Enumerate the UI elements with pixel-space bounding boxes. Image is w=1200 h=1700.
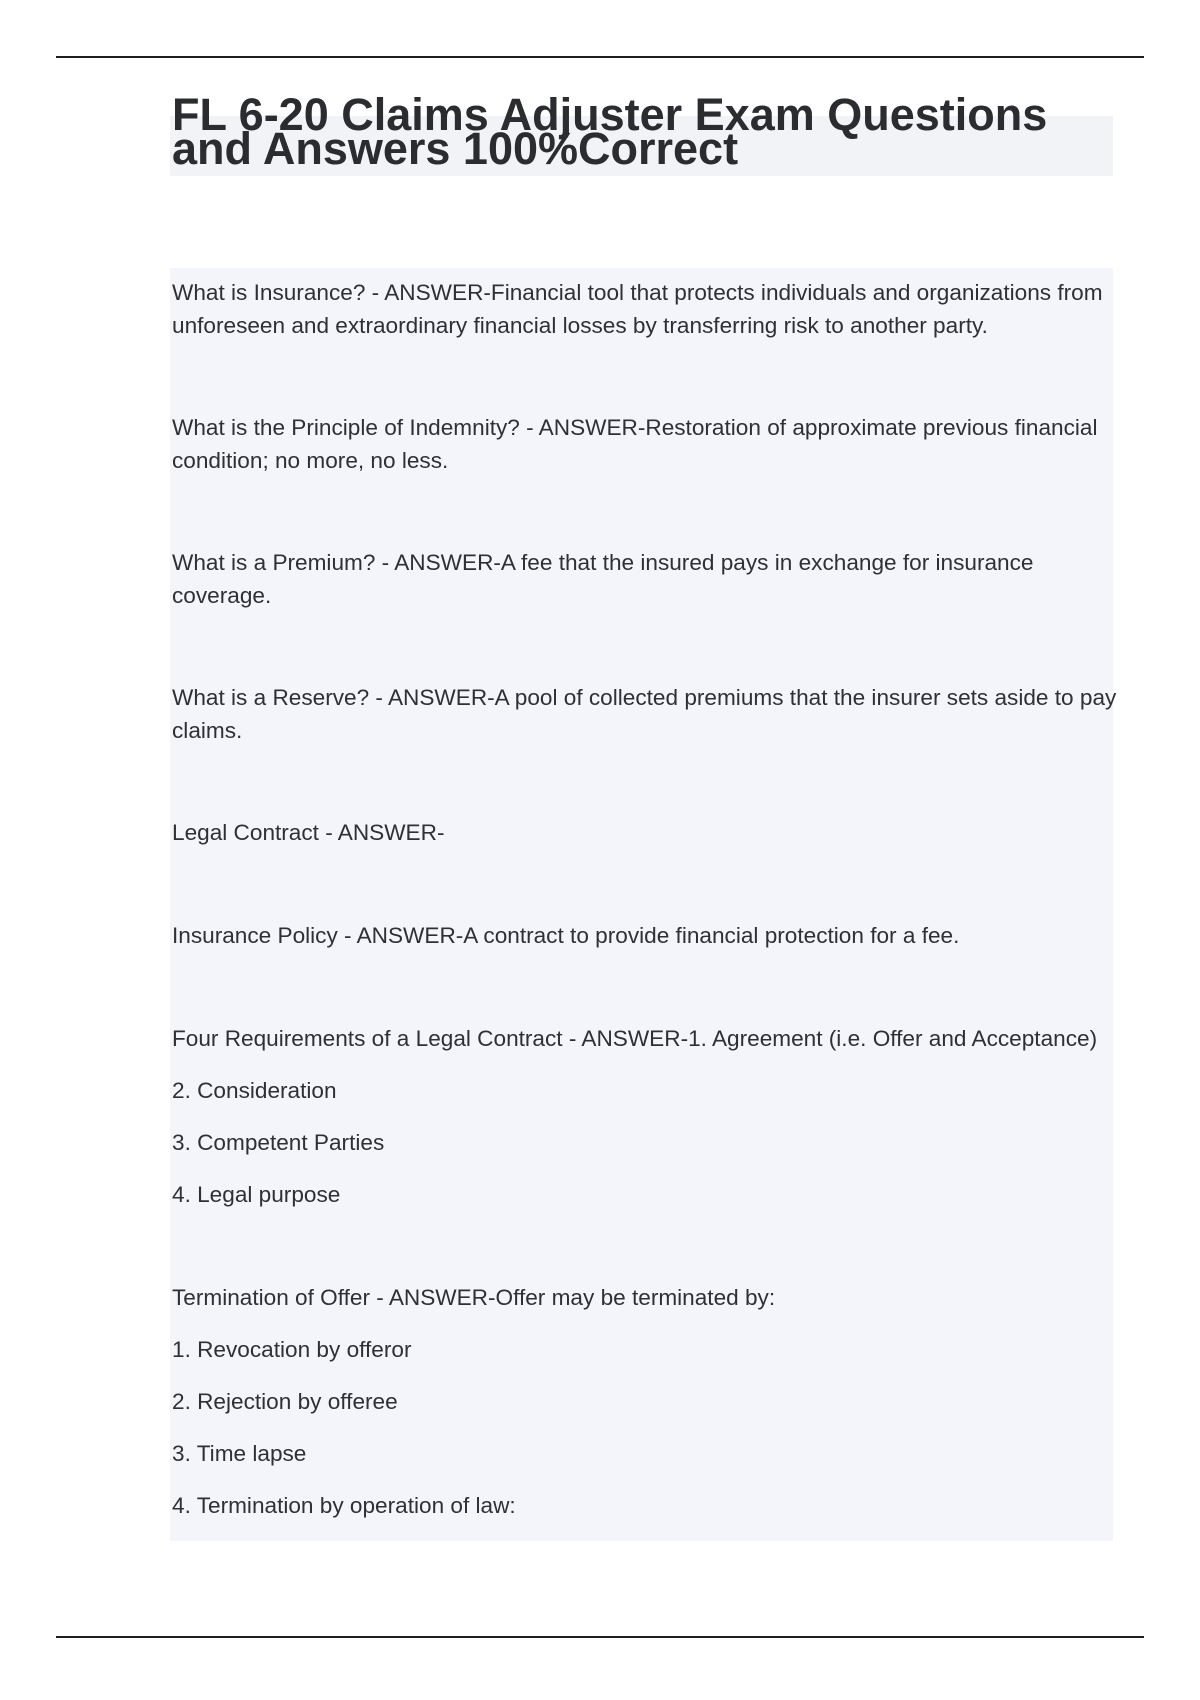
qa-entry-legal-contract: Legal Contract - ANSWER- (172, 820, 445, 845)
list-item: 1. Revocation by offeror (172, 1337, 412, 1362)
top-rule (56, 56, 1144, 58)
list-item: 2. Rejection by offeree (172, 1389, 398, 1414)
qa-entry-insurance: What is Insurance? - ANSWER-Financial tool that protects individuals and organizations from unforeseen and extraordinary financial losses by transferring risk to another party. (172, 280, 1103, 338)
qa-entry-insurance-policy: Insurance Policy - ANSWER-A contract to provide financial protection for a fee. (172, 923, 960, 948)
list-item: 4. Legal purpose (172, 1182, 341, 1207)
list-item: 3. Time lapse (172, 1441, 307, 1466)
bottom-rule (56, 1636, 1144, 1638)
qa-entry-reserve: What is a Reserve? - ANSWER-A pool of collected premiums that the insurer sets aside to pay claims. (172, 685, 1117, 743)
qa-entry-indemnity: What is the Principle of Indemnity? - ANSWER-Restoration of approximate previous financial condition; no more, no less. (172, 415, 1098, 473)
qa-entry-premium: What is a Premium? - ANSWER-A fee that the insured pays in exchange for insurance coverage. (172, 550, 1034, 608)
qa-list (172, 276, 1122, 1522)
qa-entry-termination-of-offer: Termination of Offer - ANSWER-Offer may be terminated by: (172, 1285, 776, 1310)
list-item: 3. Competent Parties (172, 1130, 385, 1155)
list-item: 2. Consideration (172, 1078, 337, 1103)
document-title: FL 6-20 Claims Adjuster Exam Questions and Answers 100%Correct (172, 89, 1048, 174)
qa-entry-contract-requirements: Four Requirements of a Legal Contract - ANSWER-1. Agreement (i.e. Offer and Acceptance) (172, 1026, 1098, 1051)
list-item: 4. Termination by operation of law: (172, 1493, 516, 1518)
